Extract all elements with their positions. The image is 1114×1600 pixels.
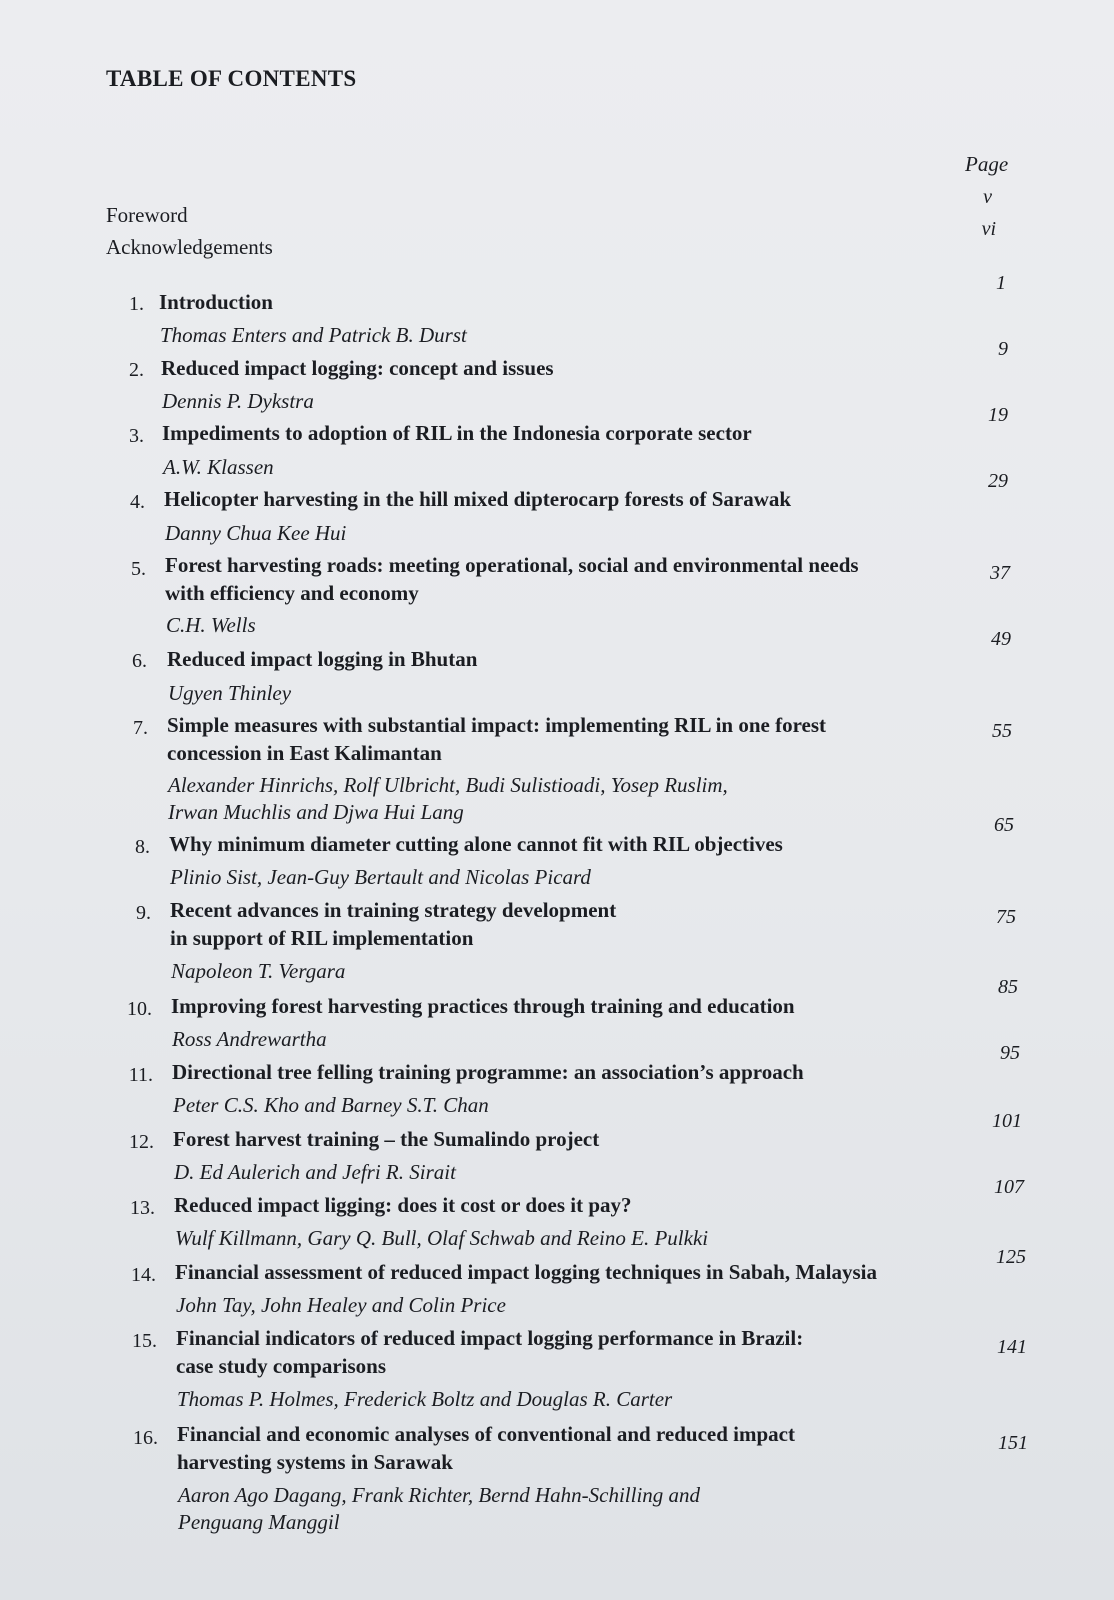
toc-entry-15-number: 15. [132, 1330, 157, 1352]
toc-entry-title-line: Improving forest harvesting practices through training and education [171, 994, 795, 1018]
page-title: TABLE OF CONTENTS [106, 66, 357, 91]
toc-entry-4-number: 4. [130, 491, 145, 513]
toc-entry-7-title [167, 711, 987, 767]
toc-entry-8-page: 65 [994, 814, 1014, 836]
toc-entry-author-line: John Tay, John Healey and Colin Price [176, 1293, 506, 1317]
toc-entry-1-page: 1 [996, 272, 1006, 294]
toc-entry-13-number: 13. [130, 1197, 155, 1219]
toc-entry-16-authors [178, 1482, 998, 1536]
toc-entry-title-line: Simple measures with substantial impact: implementing RIL in one forest [167, 713, 826, 737]
toc-entry-6-authors [168, 680, 988, 707]
toc-entry-15-title [176, 1324, 996, 1380]
toc-entry-16-number: 16. [133, 1427, 158, 1449]
toc-entry-title-line: Why minimum diameter cutting alone cannot fit with RIL objectives [169, 832, 783, 856]
toc-entry-2-number: 2. [129, 359, 144, 381]
toc-entry-6-title [167, 645, 987, 673]
toc-entry-12-title [173, 1125, 993, 1153]
toc-entry-1-authors [160, 322, 980, 349]
toc-entry-12-page: 101 [992, 1110, 1022, 1132]
toc-entry-14-page: 125 [996, 1246, 1026, 1268]
toc-entry-9-authors [171, 958, 991, 985]
toc-entry-15-page: 141 [997, 1336, 1027, 1358]
toc-entry-9-title [170, 896, 990, 952]
toc-entry-14-number: 14. [131, 1264, 156, 1286]
toc-entry-6-number: 6. [132, 650, 147, 672]
toc-entry-title-line: with efficiency and economy [165, 581, 419, 605]
toc-entry-author-line: Penguang Manggil [178, 1510, 340, 1534]
toc-entry-title-line: Recent advances in training strategy development [170, 898, 617, 922]
toc-entry-1-number: 1. [129, 293, 144, 315]
toc-entry-11-authors [173, 1092, 993, 1119]
toc-entry-8-authors [170, 864, 990, 891]
toc-entry-15-authors [177, 1386, 997, 1413]
toc-entry-title-line: Forest harvest training – the Sumalindo project [173, 1127, 600, 1151]
toc-entry-title-line: Introduction [159, 290, 273, 314]
toc-entry-title-line: Helicopter harvesting in the hill mixed dipterocarp forests of Sarawak [164, 487, 792, 511]
toc-entry-author-line: Wulf Killmann, Gary Q. Bull, Olaf Schwab and Reino E. Pulkki [175, 1226, 709, 1250]
toc-entry-4-authors [165, 520, 985, 547]
toc-entry-9-number: 9. [136, 902, 151, 924]
front-matter-foreword-page: v [983, 186, 992, 208]
toc-entry-author-line: Peter C.S. Kho and Barney S.T. Chan [173, 1093, 489, 1117]
toc-entry-2-authors [162, 388, 982, 415]
toc-entry-13-authors [175, 1225, 995, 1252]
front-matter-foreword: Foreword [106, 203, 188, 227]
page-column-header: Page [965, 152, 1009, 176]
toc-entry-author-line: Aaron Ago Dagang, Frank Richter, Bernd Hahn-Schilling and [178, 1483, 701, 1507]
toc-entry-author-line: Thomas P. Holmes, Frederick Boltz and Douglas R. Carter [177, 1387, 673, 1411]
toc-entry-11-title [172, 1058, 992, 1086]
toc-entry-2-title [161, 354, 981, 382]
toc-entry-8-number: 8. [135, 836, 150, 858]
toc-entry-13-title [174, 1191, 994, 1219]
toc-entry-title-line: Directional tree felling training programme: an association’s approach [172, 1060, 804, 1084]
toc-entry-9-page: 75 [996, 906, 1016, 928]
toc-entry-7-page: 55 [992, 720, 1012, 742]
toc-entry-12-authors [174, 1159, 994, 1186]
toc-entry-title-line: Financial assessment of reduced impact logging techniques in Sabah, Malaysia [175, 1260, 878, 1284]
toc-entry-14-title [175, 1258, 995, 1286]
toc-entry-5-authors [166, 612, 986, 639]
toc-entry-16-page: 151 [998, 1432, 1028, 1454]
toc-entry-10-title [171, 992, 991, 1020]
toc-entry-author-line: C.H. Wells [166, 613, 256, 637]
toc-entry-title-line: case study comparisons [176, 1354, 387, 1378]
toc-entry-title-line: concession in East Kalimantan [167, 741, 442, 765]
toc-entry-1-title [159, 288, 979, 316]
toc-entry-author-line: Napoleon T. Vergara [171, 959, 346, 983]
toc-entry-10-number: 10. [127, 998, 152, 1020]
toc-entry-7-authors [168, 772, 988, 826]
toc-entry-12-number: 12. [129, 1131, 154, 1153]
toc-entry-title-line: Reduced impact logging in Bhutan [167, 647, 478, 671]
toc-entry-8-title [169, 830, 989, 858]
toc-entry-author-line: Plinio Sist, Jean-Guy Bertault and Nicolas Picard [170, 865, 591, 889]
toc-entry-10-authors [172, 1026, 992, 1053]
toc-entry-author-line: A.W. Klassen [163, 455, 274, 479]
toc-entry-4-page: 29 [988, 470, 1008, 492]
toc-entry-title-line: Forest harvesting roads: meeting operational, social and environmental needs [165, 553, 859, 577]
toc-entry-5-number: 5. [131, 558, 146, 580]
toc-entry-author-line: Ugyen Thinley [168, 681, 292, 705]
front-matter-acknowledgements: Acknowledgements [106, 235, 273, 259]
toc-entry-11-page: 95 [1000, 1042, 1020, 1064]
toc-entry-3-title [162, 419, 982, 447]
toc-entry-title-line: Impediments to adoption of RIL in the Indonesia corporate sector [162, 421, 752, 445]
toc-entry-14-authors [176, 1292, 996, 1319]
toc-entry-16-title [177, 1420, 997, 1476]
toc-entry-13-page: 107 [994, 1176, 1024, 1198]
toc-entry-author-line: Irwan Muchlis and Djwa Hui Lang [168, 800, 464, 824]
toc-entry-title-line: Reduced impact logging: concept and issues [161, 356, 554, 380]
front-matter-acknowledgements-page: vi [981, 218, 996, 240]
toc-entry-author-line: D. Ed Aulerich and Jefri R. Sirait [174, 1160, 456, 1184]
toc-entry-6-page: 49 [991, 628, 1011, 650]
toc-entry-title-line: Financial indicators of reduced impact logging performance in Brazil: [176, 1326, 804, 1350]
toc-entry-title-line: Reduced impact ligging: does it cost or does it pay? [174, 1193, 632, 1217]
toc-entry-4-title [164, 485, 984, 513]
toc-entry-author-line: Thomas Enters and Patrick B. Durst [160, 323, 467, 347]
toc-entry-title-line: Financial and economic analyses of conventional and reduced impact [177, 1422, 795, 1446]
toc-entry-author-line: Alexander Hinrichs, Rolf Ulbricht, Budi Sulistioadi, Yosep Ruslim, [168, 773, 728, 797]
toc-entry-11-number: 11. [128, 1064, 153, 1086]
toc-entry-title-line: harvesting systems in Sarawak [177, 1450, 453, 1474]
toc-entry-author-line: Dennis P. Dykstra [162, 389, 314, 413]
toc-entry-5-title [165, 551, 985, 607]
toc-entry-10-page: 85 [998, 976, 1018, 998]
toc-entry-2-page: 9 [998, 338, 1008, 360]
toc-entry-7-number: 7. [133, 717, 148, 739]
toc-entry-3-page: 19 [988, 404, 1008, 426]
toc-entry-3-number: 3. [129, 425, 144, 447]
toc-entry-3-authors [163, 454, 983, 481]
toc-entry-author-line: Ross Andrewartha [172, 1027, 327, 1051]
toc-entry-author-line: Danny Chua Kee Hui [165, 521, 347, 545]
toc-entry-5-page: 37 [990, 562, 1010, 584]
toc-entry-title-line: in support of RIL implementation [170, 926, 474, 950]
